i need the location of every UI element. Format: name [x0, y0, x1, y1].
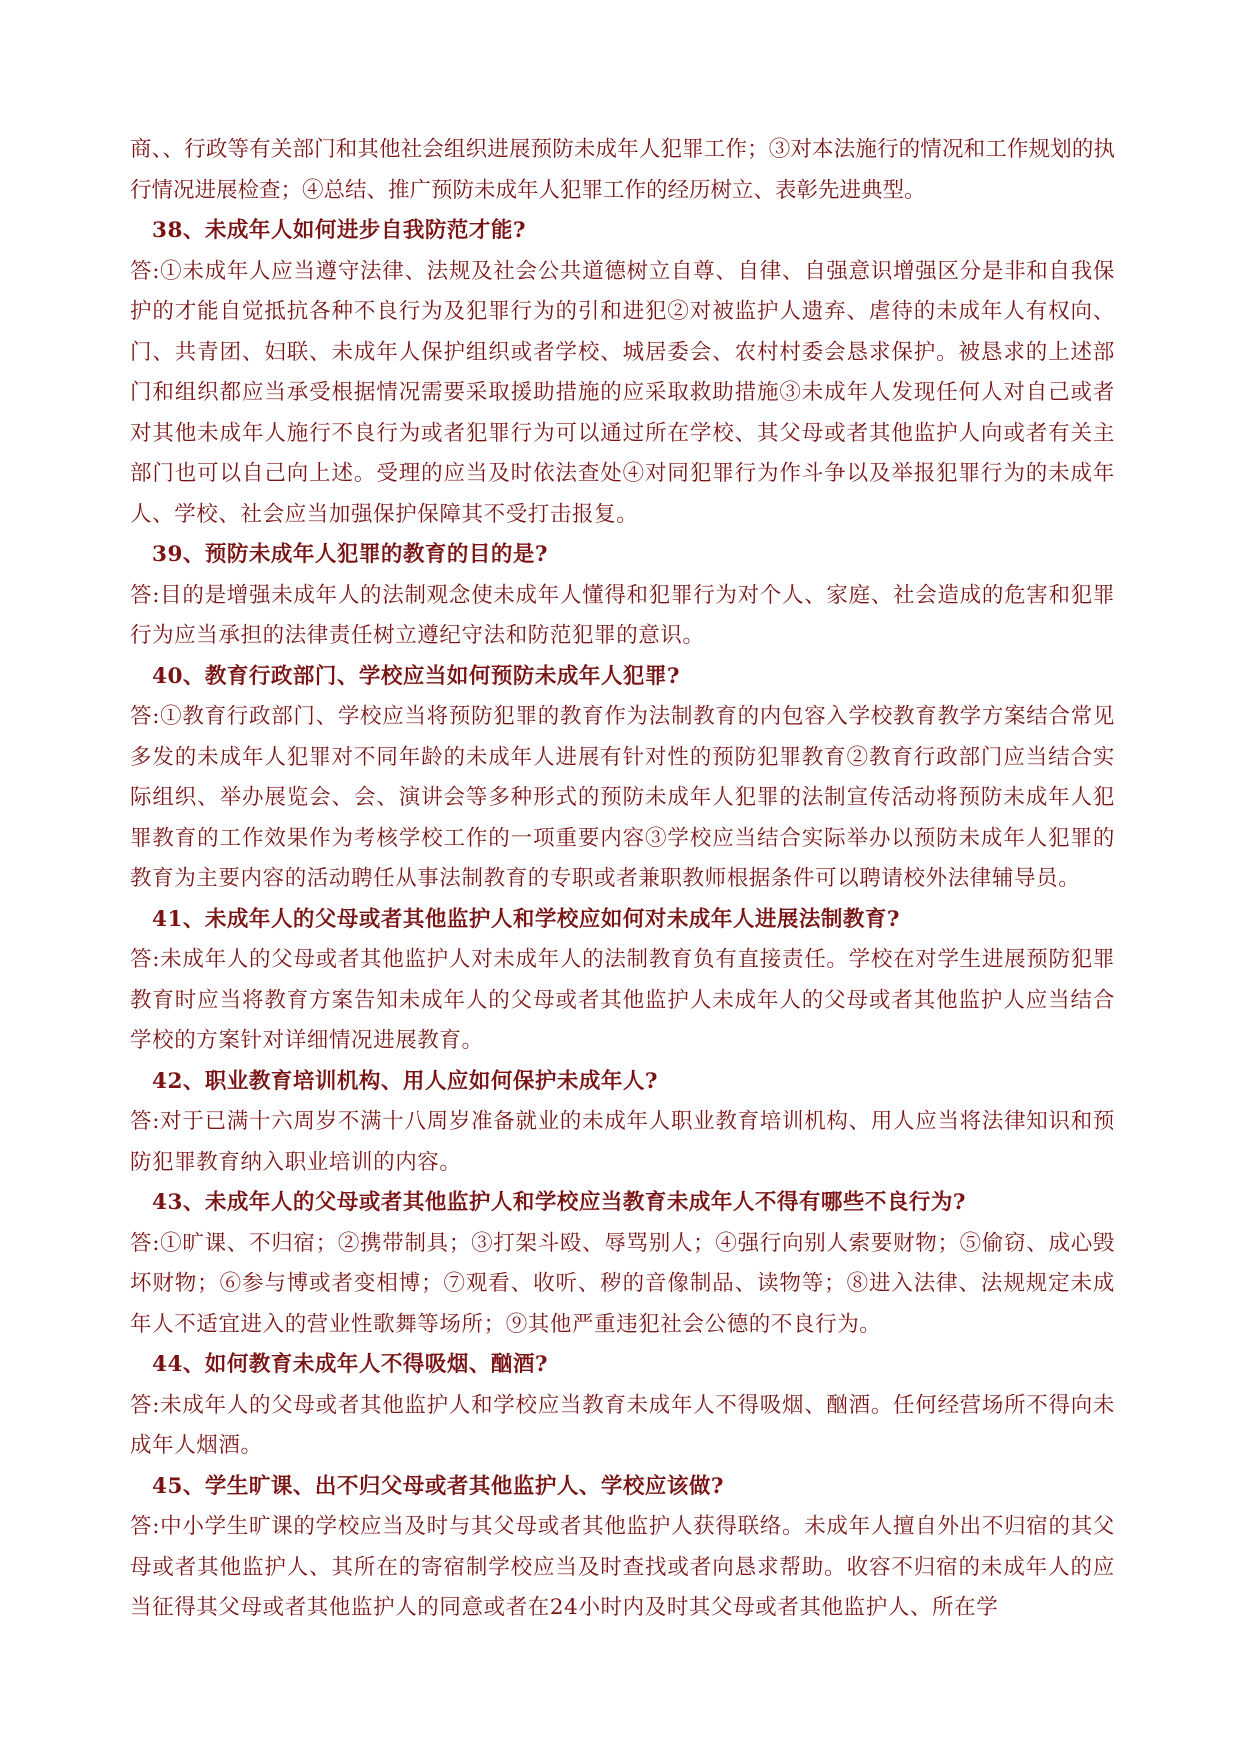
- answer-43: 答:①旷课、不归宿；②携带制具；③打架斗殴、辱骂别人；④强行向别人索要财物；⑤偷窃、成心毁坏财物；⑥参与博或者变相博；⑦观看、收听、秽的音像制品、读物等；⑧进入法律、法规规定未成年人不适宜进入的营业性歌舞等场所；⑨其他严重违犯社会公德的不良行为。: [130, 1230, 1115, 1337]
- question-38: 38、未成年人如何进步自我防范才能?: [152, 218, 527, 243]
- question-40: 40、教育行政部门、学校应当如何预防未成年人犯罪?: [152, 663, 681, 689]
- answer-38: 答:①未成年人应当遵守法律、法规及社会公共道德树立自尊、自律、自强意识增强区分是非和自我保护的才能自觉抵抗各种不良行为及犯罪行为的引和进犯②对被监护人遗弃、虐待的未成年人有权向、门、共青团、妇联、未成年人保护组织或者学校、城居委会、农村村委会恳求保护。被恳求的上述部门和组织都应当承受根据情况需要采取援助措施的应采取救助措施③未成年人发现任何人对自己或者对其他未成年人施行不良行为或者犯罪行为可以通过所在学校、其父母或者其他监护人向或者有关主部门也可以自己向上述。受理的应当及时依法查处④对同犯罪行为作斗争以及举报犯罪行为的未成年人、学校、社会应当加强保护保障其不受打击报复。: [130, 258, 1115, 527]
- question-44: 44、如何教育未成年人不得吸烟、酗酒?: [152, 1352, 549, 1377]
- answer-39: 答:目的是增强未成年人的法制观念使未成年人懂得和犯罪行为对个人、家庭、社会造成的危害和犯罪行为应当承担的法律责任树立遵纪守法和防范犯罪的意识。: [130, 582, 1115, 648]
- question-43: 43、未成年人的父母或者其他监护人和学校应当教育未成年人不得有哪些不良行为?: [152, 1190, 967, 1215]
- question-42: 42、职业教育培训机构、用人应如何保护未成年人?: [152, 1068, 659, 1094]
- question-45: 45、学生旷课、出不归父母或者其他监护人、学校应该做?: [152, 1473, 725, 1499]
- answer-45: 答:中小学生旷课的学校应当及时与其父母或者其他监护人获得联络。未成年人擅自外出不归宿的其父母或者其他监护人、其所在的寄宿制学校应当及时查找或者向恳求帮助。收容不归宿的未成年人的应当征得其父母或者其他监护人的同意或者在24小时内及时其父母或者其他监护人、所在学: [130, 1514, 1115, 1620]
- document-page: [130, 130, 1115, 1629]
- answer-40: 答:①教育行政部门、学校应当将预防犯罪的教育作为法制教育的内包容入学校教育教学方案结合常见多发的未成年人犯罪对不同年龄的未成年人进展有针对性的预防犯罪教育②教育行政部门应当结合实际组织、举办展览会、会、演讲会等多种形式的预防未成年人犯罪的法制宣传活动将预防未成年人犯罪教育的工作效果作为考核学校工作的一项重要内容③学校应当结合实际举办以预防未成年人犯罪的教育为主要内容的活动聘任从事法制教育的专职或者兼职教师根据条件可以聘请校外法律辅导员。: [130, 704, 1115, 891]
- answer-44: 答:未成年人的父母或者其他监护人和学校应当教育未成年人不得吸烟、酗酒。任何经营场所不得向未成年人烟酒。: [130, 1392, 1115, 1458]
- intro-paragraph: 商、、行政等有关部门和其他社会组织进展预防未成年人犯罪工作；③对本法施行的情况和工作规划的执行情况进展检查；④总结、推广预防未成年人犯罪工作的经历树立、表彰先进典型。: [130, 137, 1115, 203]
- question-41: 41、未成年人的父母或者其他监护人和学校应如何对未成年人进展法制教育?: [152, 906, 901, 932]
- answer-41: 答:未成年人的父母或者其他监护人对未成年人的法制教育负有直接责任。学校在对学生进展预防犯罪教育时应当将教育方案告知未成年人的父母或者其他监护人未成年人的父母或者其他监护人应当结合学校的方案针对详细情况进展教育。: [130, 947, 1115, 1053]
- question-39: 39、预防未成年人犯罪的教育的目的是?: [152, 542, 549, 567]
- answer-42: 答:对于已满十六周岁不满十八周岁准备就业的未成年人职业教育培训机构、用人应当将法律知识和预防犯罪教育纳入职业培训的内容。: [130, 1109, 1115, 1175]
